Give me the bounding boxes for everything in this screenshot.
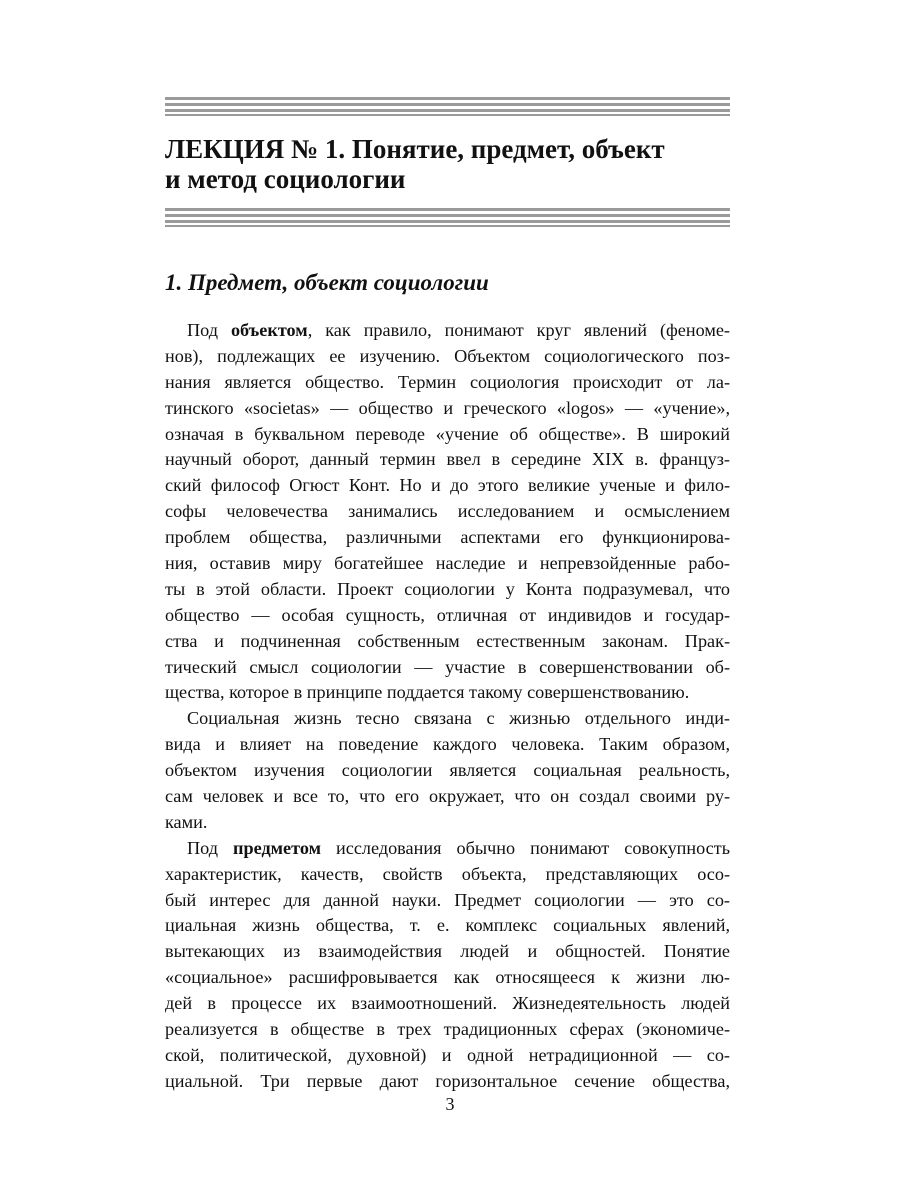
text-line: вытекающих из взаимодействия людей и общностей. Понятие <box>165 941 730 962</box>
text-line: ты в этой области. Проект социологии у Конта подразумевал, что <box>165 578 730 599</box>
text-run: Под <box>187 837 234 858</box>
text-line: бый интерес для данной науки. Предмет социологии — это со- <box>165 889 730 910</box>
term-subject: предметом <box>233 837 321 858</box>
text-line: софы человечества занимались исследованием и осмыслением <box>165 501 730 522</box>
text-line: нов), подлежащих ее изучению. Объектом социологического поз- <box>165 345 730 366</box>
rule-line <box>165 97 730 100</box>
lecture-title <box>165 134 730 194</box>
text-line: тинского «societas» — общество и греческого «logos» — «учение», <box>165 397 730 418</box>
text-line: сам человек и все то, что его окружает, что он создал своими ру- <box>165 786 730 807</box>
text-run: , как правило, понимают круг явлений (феноме- <box>307 320 730 340</box>
text-line: циальной. Три первые дают горизонтальное сечение общества, <box>165 1070 730 1091</box>
rule-line <box>165 114 730 116</box>
rule-line <box>165 220 730 223</box>
bottom-rule-band <box>165 208 730 228</box>
rule-line <box>165 225 730 227</box>
text-line: ния, оставив миру богатейшее наследие и непревзойденные рабо- <box>165 553 730 574</box>
lecture-title-line-2: и метод социологии <box>165 164 406 194</box>
text-line: щества, которое в принципе поддается такому совершенствованию. <box>165 682 690 703</box>
paragraph-2 <box>165 706 730 835</box>
rule-line <box>165 208 730 211</box>
lecture-title-line-1: ЛЕКЦИЯ № 1. Понятие, предмет, объект <box>165 134 665 164</box>
text-line: Социальная жизнь тесно связана с жизнью отдельного инди- <box>187 708 730 729</box>
text-line: проблем общества, различными аспектами его функционирова- <box>165 527 730 548</box>
text-line: объектом изучения социологии является социальная реальность, <box>165 760 730 781</box>
text-line: «социальное» расшифровывается как относящееся к жизни лю- <box>165 967 730 988</box>
text-line: означая в буквальном переводе «учение об обществе». В широкий <box>165 423 730 444</box>
body-text <box>165 318 730 1095</box>
text-line: общество — особая сущность, отличная от индивидов и государ- <box>165 604 730 625</box>
text-line: ками. <box>165 811 208 832</box>
text-line: ства и подчиненная собственным естественным законам. Прак- <box>165 630 730 651</box>
section-title: 1. Предмет, объект социологии <box>165 270 489 295</box>
text-line: реализуется в обществе в трех традиционных сферах (экономиче- <box>165 1019 730 1040</box>
text-line: дей в процессе их взаимоотношений. Жизнедеятельность людей <box>165 993 730 1014</box>
text-run: исследования обычно понимают совокупность <box>320 837 730 858</box>
text-line: циальная жизнь общества, т. е. комплекс социальных явлений, <box>165 915 730 936</box>
paragraph-1 <box>165 318 730 706</box>
text-line <box>165 836 730 862</box>
text-line: вида и влияет на поведение каждого человека. Таким образом, <box>165 734 730 755</box>
paragraph-3 <box>165 836 730 1095</box>
text-run: Под <box>187 320 231 340</box>
text-line: ской, политической, духовной) и одной нетрадиционной — со- <box>165 1044 730 1065</box>
text-line: научный оборот, данный термин ввел в середине XIX в. француз- <box>165 449 730 470</box>
text-line: характеристик, качеств, свойств объекта, представляющих осо- <box>165 863 730 884</box>
term-object: объектом <box>230 320 308 340</box>
text-line: тический смысл социологии — участие в совершенствовании об- <box>165 656 730 677</box>
page-number: 3 <box>445 1094 455 1114</box>
text-line: нания является общество. Термин социология происходит от ла- <box>165 371 730 392</box>
top-rule-band <box>165 97 730 117</box>
text-line <box>165 318 730 344</box>
rule-line <box>165 103 730 106</box>
rule-line <box>165 109 730 112</box>
text-line: ский философ Огюст Конт. Но и до этого великие ученые и фило- <box>165 475 730 496</box>
rule-line <box>165 214 730 217</box>
